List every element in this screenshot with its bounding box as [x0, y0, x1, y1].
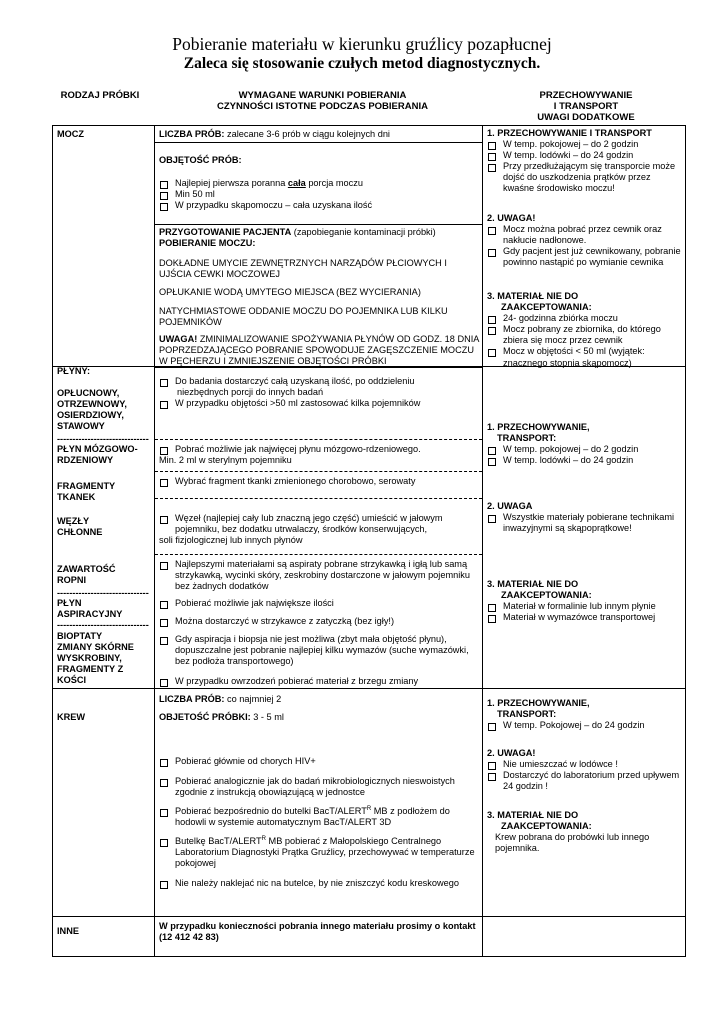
specimen-label	[57, 564, 151, 586]
checkbox-icon	[160, 401, 168, 409]
text-block	[487, 128, 682, 195]
checklist-item	[487, 455, 682, 466]
checklist-item	[159, 836, 479, 869]
item-text: ZAAKCEPTOWANIA:	[501, 590, 592, 601]
text-line	[159, 155, 479, 166]
item-text: ZAAKCEPTOWANIA:	[501, 821, 592, 832]
item-text: soli fizjologicznej lub innych płynów	[159, 535, 303, 546]
checklist-item	[159, 598, 479, 609]
item-text: 1. PRZECHOWYWANIE I TRANSPORT	[487, 128, 652, 138]
text-block	[159, 634, 479, 667]
item-text: Węzeł (najlepiej cały lub znaczną jego część) umieścić w jałowym pojemniku, bez dodatku utrwalaczy, środków konserwujących,	[175, 513, 443, 535]
text-line	[159, 694, 479, 705]
checkbox-icon	[488, 458, 496, 466]
item-text: W temp. pokojowej – do 2 godzin	[503, 444, 639, 455]
checklist-item	[487, 770, 682, 792]
specimen-label	[57, 620, 151, 631]
item-text: W temp. lodówki – do 24 godzin	[503, 150, 634, 161]
checklist-item	[487, 601, 682, 612]
page-title: Pobieranie materiału w kierunku gruźlicy pozapłucnej	[172, 34, 552, 54]
item-text: Butelkę BacT/$ALERT^R$ MB pobierać z Małopolskiego Centralnego Laboratorium Diagnostyki Prątka Gruźlicy, przechowywać w temperaturze pokojowej	[175, 835, 475, 869]
item-text: Min. 2 ml w sterylnym pojemniku	[159, 455, 292, 466]
specimen-line: WYSKROBINY,	[57, 653, 122, 664]
specimen-line: ROPNI	[57, 575, 87, 586]
text-block	[159, 836, 479, 869]
item-text: Przy przedłużającym się transporcie może dojść do uszkodzenia prątków przez kwaśne środowisko moczu!	[503, 161, 676, 194]
checklist-item	[487, 150, 682, 161]
text-block	[487, 810, 682, 854]
specimen-line: BIOPTATY	[57, 631, 103, 641]
item-text: OBJĘTOŚĆ PRÓB:	[159, 155, 242, 165]
item-text: 1. PRZECHOWYWANIE,	[487, 698, 590, 708]
checklist-item	[487, 139, 682, 150]
dashed-divider	[155, 498, 482, 499]
row-divider	[483, 688, 685, 689]
checklist-item	[487, 759, 682, 770]
section-divider	[155, 367, 483, 368]
specimen-label	[57, 926, 151, 937]
specimen-line: PŁYNY:	[57, 366, 91, 376]
checkbox-icon	[160, 379, 168, 387]
text-line	[159, 306, 479, 328]
item-text: Pobrać możliwie jak najwięcej płynu mózgowo-rdzeniowego.	[175, 444, 421, 454]
checklist-item	[159, 189, 479, 200]
item-text: PRZYGOTOWANIE PACJENTA	[159, 227, 292, 237]
text-line	[159, 258, 479, 280]
item-text: 2. UWAGA	[487, 501, 533, 511]
item-text: Pobierać analogicznie jak do badań mikrobiologicznych nieswoistych zgodnie z instrukcją obowiązującą w jednostce	[175, 776, 455, 798]
checkbox-icon	[488, 615, 496, 623]
item-text: Dostarczyć do laboratorium przed upływem 24 godzin !	[503, 770, 680, 792]
specimen-line: KREW	[57, 712, 86, 722]
item-text: Materiał w wymazówce transportowej	[503, 612, 656, 623]
item-text: TRANSPORT:	[497, 709, 557, 720]
specimen-line: CHŁONNE	[57, 527, 103, 538]
header-line: PRZECHOWYWANIE	[539, 90, 633, 101]
checkbox-icon	[160, 881, 168, 889]
specimen-line: ------------------------------	[57, 434, 149, 444]
checklist-item	[487, 246, 682, 268]
checkbox-icon	[488, 604, 496, 612]
item-text: 2. UWAGA!	[487, 213, 536, 223]
item-text-rest: ZMINIMALIZOWANIE SPOŻYWANIA PŁYNÓW OD GODZ. 18 DNIA POPRZEDZAJĄCEGO POBRANIE SPOWODUJE ZAGĘSZCZENIE MOCZU W PĘCHERZU I ZMNIEJSZENIE OBJĘTOŚCI PRÓBKI	[159, 334, 479, 367]
checklist-item	[159, 776, 479, 798]
text-block	[487, 698, 682, 731]
checklist-item	[159, 513, 479, 535]
text-line	[159, 921, 479, 943]
text-block	[487, 213, 682, 268]
checkbox-icon	[488, 447, 496, 455]
item-text: POBIERANIE MOCZU:	[159, 238, 256, 249]
header-line: WYMAGANE WARUNKI POBIERANIA	[238, 90, 407, 101]
item-text: OPŁUKANIE WODĄ UMYTEGO MIEJSCA (BEZ WYCIERANIA)	[159, 287, 421, 297]
checklist-item	[487, 444, 682, 455]
item-text: Mocz pobrany ze zbiornika, do którego zbiera się mocz przez cewnik	[503, 324, 661, 346]
specimen-line: ------------------------------	[57, 588, 149, 598]
checklist-item	[159, 178, 479, 189]
checklist-item	[487, 313, 682, 324]
text-line	[159, 712, 479, 723]
checklist-item	[159, 806, 479, 828]
text-line	[487, 590, 682, 601]
item-text-rest: zalecane 3-6 prób w ciągu kolejnych dni	[224, 129, 390, 139]
text-line	[487, 579, 682, 590]
text-line	[487, 810, 682, 821]
item-text: W temp. pokojowej – do 2 godzin	[503, 139, 639, 150]
column-storage	[483, 126, 685, 956]
specimen-label	[57, 129, 151, 140]
item-text: 24- godzinna zbiórka moczu	[503, 313, 618, 324]
item-text: Do badania dostarczyć całą uzyskaną ilość, po oddzieleniu	[175, 376, 415, 386]
specimen-label	[57, 366, 151, 377]
dashed-divider	[155, 439, 482, 440]
checklist-item	[159, 634, 479, 667]
text-block	[487, 579, 682, 623]
specimen-line: TKANEK	[57, 492, 96, 503]
checklist-item	[159, 376, 479, 387]
item-text: Gdy pacjent jest już cewnikowany, pobranie powinno nastąpić po wymianie cewnika	[503, 246, 681, 268]
specimen-label	[57, 631, 151, 686]
checklist-item	[159, 398, 479, 409]
text-block	[159, 878, 479, 889]
item-text: UWAGA!	[159, 334, 198, 344]
checkbox-icon	[488, 142, 496, 150]
item-text: Najlepiej pierwsza poranna cała porcja moczu	[175, 178, 363, 188]
checkbox-icon	[488, 153, 496, 161]
text-line	[487, 821, 682, 832]
item-text: 3. MATERIAŁ NIE DO	[487, 291, 579, 301]
specimen-line: FRAGMENTY	[57, 481, 116, 491]
text-block	[159, 694, 479, 705]
row-divider	[53, 916, 155, 917]
dashed-divider	[155, 471, 482, 472]
specimen-label	[57, 388, 151, 432]
checkbox-icon	[488, 773, 496, 781]
text-block	[159, 129, 479, 140]
checklist-item	[487, 720, 682, 731]
specimen-line: OSIERDZIOWY,	[57, 410, 124, 421]
text-line	[159, 455, 479, 466]
checkbox-icon	[488, 515, 496, 523]
item-text: 1. PRZECHOWYWANIE,	[487, 422, 590, 432]
checkbox-icon	[488, 316, 496, 324]
item-text: Gdy aspiracja i biopsja nie jest możliwa (zbyt mała objętość płynu), dopuszczalne jest pobranie najlepiej kilku wymazów (suche wymazówki, bez podłoża transportowego)	[175, 634, 469, 667]
row-divider	[155, 916, 483, 917]
item-text: NATYCHMIASTOWE ODDANIE MOCZU DO POJEMNIKA LUB KILKU POJEMNIKÓW	[159, 306, 448, 328]
checkbox-icon	[160, 479, 168, 487]
header-storage	[486, 90, 686, 123]
checkbox-icon	[160, 839, 168, 847]
checkbox-icon	[488, 762, 496, 770]
text-block	[487, 501, 682, 534]
specimen-label	[57, 444, 151, 466]
item-text: Materiał w formalinie lub innym płynie	[503, 601, 656, 612]
text-block	[159, 334, 479, 367]
item-text-rest: co najmniej 2	[224, 694, 282, 704]
text-block	[159, 178, 479, 211]
item-text: Min 50 ml	[175, 189, 215, 200]
dashed-divider	[155, 554, 482, 555]
text-block	[159, 306, 479, 328]
item-text: LICZBA PRÓB:	[159, 694, 225, 704]
item-text: W przypadku objętości >50 ml zastosować kilka pojemników	[175, 398, 421, 409]
text-line	[487, 422, 682, 433]
item-text: Nie umieszczać w lodówce !	[503, 759, 618, 770]
checkbox-icon	[160, 779, 168, 787]
checklist-item	[159, 616, 479, 627]
text-line	[487, 698, 682, 709]
checkbox-icon	[160, 192, 168, 200]
item-text: niezbędnych porcji do innych badań	[177, 387, 324, 398]
text-block	[487, 291, 682, 369]
row-divider	[155, 688, 483, 689]
checkbox-icon	[160, 562, 168, 570]
text-line	[487, 433, 682, 444]
row-divider	[53, 366, 155, 367]
item-text: W przypadku konieczności pobrania innego materiału prosimy o kontakt (12 412 42 83)	[159, 921, 476, 943]
item-text: Mocz w objętości < 50 ml (wyjątek: znacznego stopnia skąpomocz)	[503, 346, 645, 368]
header-line: I TRANSPORT	[553, 101, 619, 112]
text-block	[159, 227, 479, 249]
item-text: Pobierać głównie od chorych HIV+	[175, 756, 316, 766]
item-text: Najlepszymi materiałami są aspiraty pobrane strzykawką i igłą lub samą strzykawką, wycinki skóry, zeskrobiny dostarczone w jałowym pojemniku bez żadnych dodatków	[175, 559, 470, 592]
text-line	[159, 129, 479, 140]
item-text: TRANSPORT:	[497, 433, 557, 444]
checklist-item	[487, 161, 682, 194]
row-divider	[483, 366, 685, 367]
text-line	[159, 287, 479, 298]
header-conditions	[160, 90, 485, 112]
item-text: DOKŁADNE UMYCIE ZEWNĘTRZNYCH NARZĄDÓW PŁCIOWYCH I UJŚCIA CEWKI MOCZOWEJ	[159, 258, 447, 280]
checklist-item	[159, 559, 479, 592]
text-line	[487, 213, 682, 224]
checklist-item	[159, 444, 479, 455]
text-block	[487, 422, 682, 466]
checkbox-icon	[160, 809, 168, 817]
text-block	[159, 513, 479, 546]
specimen-line: ZMIANY SKÓRNE	[57, 642, 134, 653]
text-block	[159, 806, 479, 828]
text-line	[159, 238, 479, 249]
header-line: RODZAJ PRÓBKI	[60, 90, 140, 101]
item-text: Krew pobrana do probówki lub innego pojemnika.	[495, 832, 650, 854]
text-line	[487, 709, 682, 720]
checkbox-icon	[160, 181, 168, 189]
item-text: W temp. Pokojowej – do 24 godzin	[503, 720, 645, 731]
specimen-line: STAWOWY	[57, 421, 105, 432]
item-text: W temp. lodówki – do 24 godzin	[503, 455, 634, 466]
text-line	[487, 302, 682, 313]
checklist-item	[159, 878, 479, 889]
item-text: 3. MATERIAŁ NIE DO	[487, 579, 579, 589]
item-text: OBJETOŚĆ PRÓBKI:	[159, 712, 251, 722]
checklist-item	[487, 612, 682, 623]
text-block	[159, 598, 479, 609]
checkbox-icon	[488, 227, 496, 235]
specimen-line: OTRZEWNOWY,	[57, 399, 127, 410]
column-conditions	[155, 126, 483, 956]
text-block	[159, 921, 479, 943]
text-block	[159, 616, 479, 627]
text-block	[159, 476, 479, 487]
item-text: W przypadku owrzodzeń pobierać materiał z brzegu zmiany	[175, 676, 419, 686]
text-block	[159, 444, 479, 466]
text-block	[159, 559, 479, 592]
checkbox-icon	[488, 723, 496, 731]
checkbox-icon	[160, 601, 168, 609]
header-line: CZYNNOŚCI ISTOTNE PODCZAS POBIERANIA	[217, 101, 428, 112]
checkbox-icon	[488, 249, 496, 257]
item-text: Można dostarczyć w strzykawce z zatyczką (bez igły!)	[175, 616, 395, 626]
text-line	[159, 535, 479, 546]
text-line	[159, 227, 479, 238]
text-block	[159, 776, 479, 798]
item-text: Pobierać bezpośrednio do butelki BacT/$ALERT^R$ MB z podłożem do hodowli w systemie automatycznym BacT/ALERT 3D	[175, 805, 450, 828]
checkbox-icon	[160, 759, 168, 767]
specimen-line: MOCZ	[57, 129, 85, 139]
specimen-line: ------------------------------	[57, 620, 149, 630]
text-block	[159, 712, 479, 723]
text-line	[159, 334, 479, 367]
text-line	[159, 387, 479, 398]
text-block	[159, 376, 479, 409]
checklist-item	[159, 756, 479, 767]
checkbox-icon	[160, 637, 168, 645]
specimen-label	[57, 481, 151, 503]
specimen-label	[57, 712, 151, 723]
checklist-item	[487, 224, 682, 246]
header-sample-type	[40, 90, 160, 101]
checkbox-icon	[160, 203, 168, 211]
item-text: 3. MATERIAŁ NIE DO	[487, 810, 579, 820]
text-line	[487, 128, 682, 139]
item-text: Nie należy naklejać nic na butelce, by nie zniszczyć kodu kreskowego	[175, 878, 459, 888]
checkbox-icon	[488, 349, 496, 357]
text-block	[159, 287, 479, 298]
checkbox-icon	[488, 327, 496, 335]
checkbox-icon	[488, 164, 496, 172]
text-block	[159, 155, 479, 166]
specimen-label	[57, 598, 151, 620]
text-line	[487, 748, 682, 759]
specimen-line: PŁYN MÓZGOWO-	[57, 444, 138, 454]
row-divider	[53, 688, 155, 689]
specimen-label	[57, 516, 151, 538]
checkbox-icon	[160, 619, 168, 627]
specimen-line: ZAWARTOŚĆ	[57, 564, 116, 574]
item-text: W przypadku skąpomoczu – cała uzyskana ilość	[175, 200, 373, 211]
checklist-item	[487, 324, 682, 346]
item-text: Wszystkie materiały pobierane technikami inwazyjnymi są skąpoprątkowe!	[503, 512, 675, 534]
item-text: LICZBA PRÓB:	[159, 129, 225, 139]
page-subtitle: Zaleca się stosowanie czułych metod diagnostycznych.	[183, 55, 541, 72]
checklist-item	[159, 200, 479, 211]
checkbox-icon	[160, 447, 168, 455]
specimen-line: FRAGMENTY Z	[57, 664, 124, 675]
item-text: Mocz można pobrać przez cewnik oraz nakłucie nadłonowe.	[503, 224, 662, 246]
checklist-item	[159, 476, 479, 487]
specimen-line: PŁYN	[57, 598, 82, 608]
text-line	[487, 501, 682, 512]
row-divider	[483, 916, 685, 917]
header-line: UWAGI DODATKOWE	[537, 112, 635, 123]
checklist-item	[159, 676, 479, 687]
item-text: Pobierać możliwie jak największe ilości	[175, 598, 334, 608]
specimen-line: WĘZŁY	[57, 516, 90, 526]
text-line	[487, 832, 682, 854]
item-text: ZAAKCEPTOWANIA:	[501, 302, 592, 313]
column-sample-type	[53, 126, 155, 956]
specimen-line: OPŁUCNOWY,	[57, 388, 120, 398]
specimen-line: ASPIRACYJNY	[57, 609, 123, 620]
specimen-line: RDZENIOWY	[57, 455, 114, 466]
text-block	[159, 756, 479, 767]
text-block	[487, 748, 682, 792]
item-text-rest: (zapobieganie kontaminacji próbki)	[291, 227, 436, 237]
item-text: Wybrać fragment tkanki zmienionego chorobowo, serowaty	[175, 476, 416, 486]
text-block	[159, 258, 479, 280]
checkbox-icon	[160, 516, 168, 524]
checklist-item	[487, 512, 682, 534]
section-divider	[155, 224, 483, 225]
specimen-line: KOŚCI	[57, 675, 87, 686]
section-divider	[155, 142, 483, 143]
specimen-line: INNE	[57, 926, 79, 936]
text-block	[159, 676, 479, 687]
item-text-rest: 3 - 5 ml	[250, 712, 284, 722]
procedures-table	[52, 125, 686, 957]
text-line	[487, 291, 682, 302]
item-text: 2. UWAGA!	[487, 748, 536, 758]
checkbox-icon	[160, 679, 168, 687]
